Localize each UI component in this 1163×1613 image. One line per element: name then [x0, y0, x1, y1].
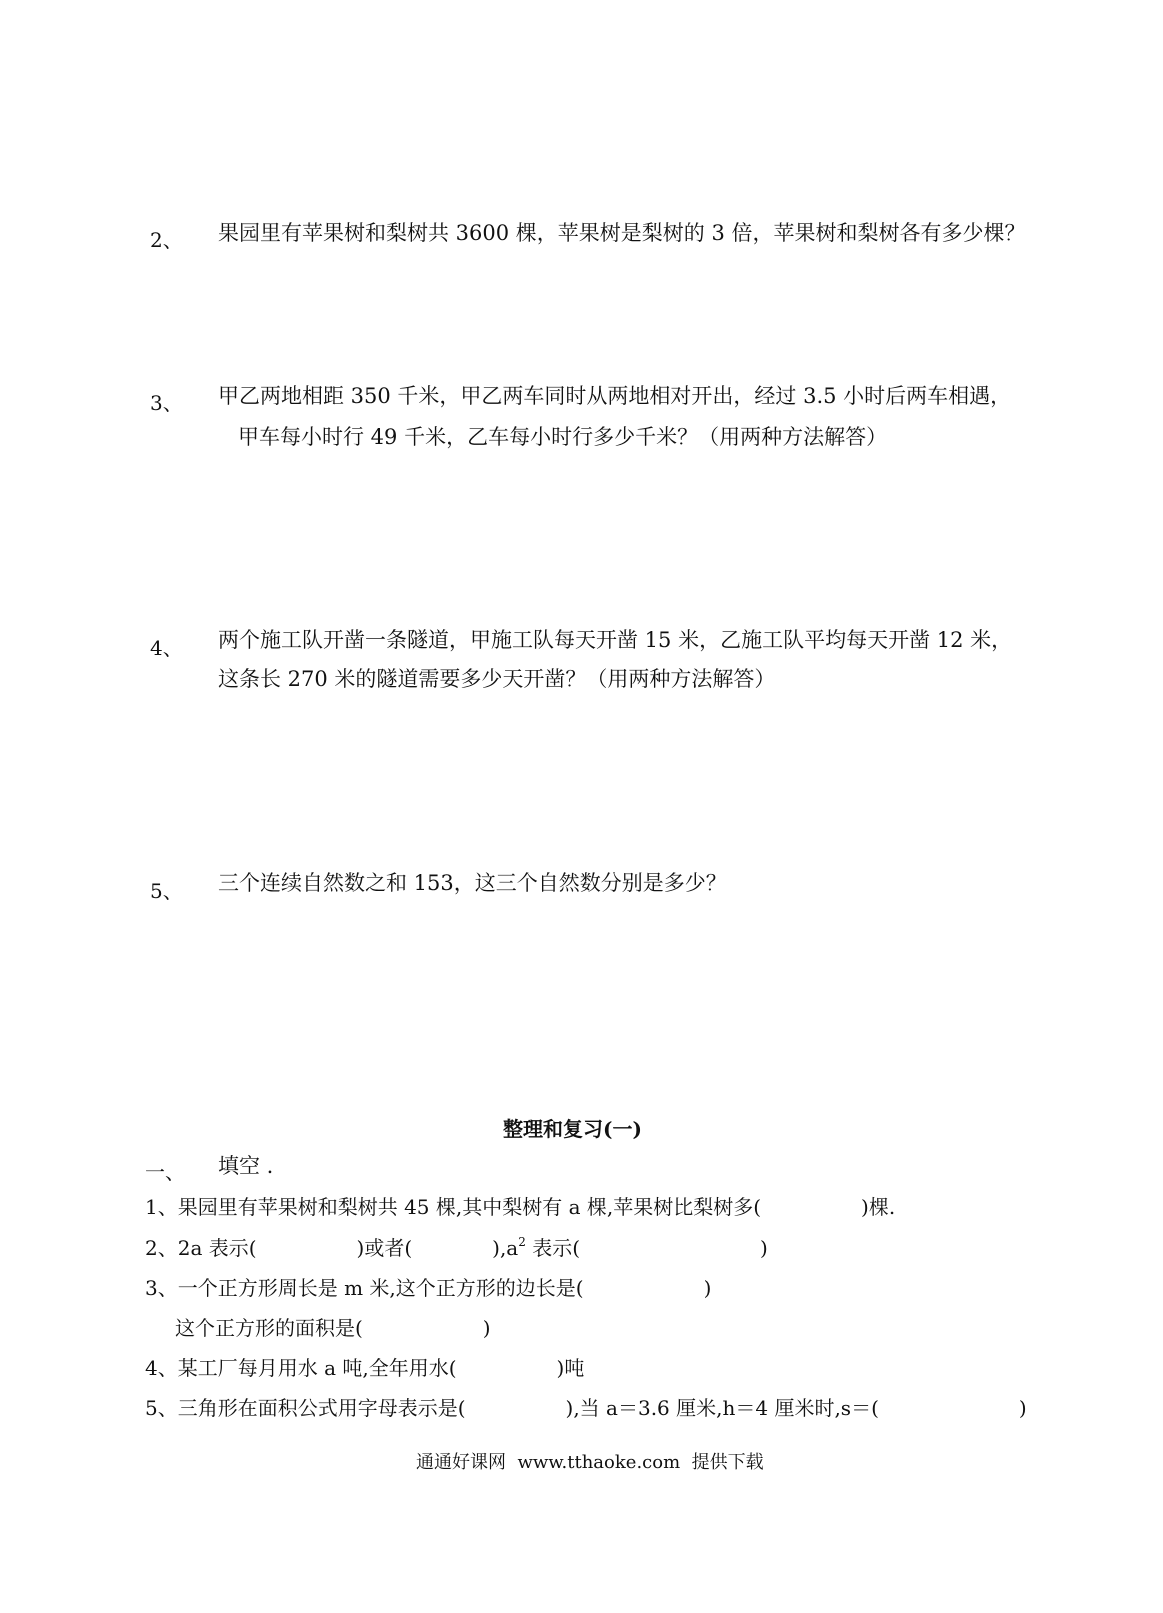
fill-item-3-continued: 这个正方形的面积是( ) — [175, 1316, 491, 1340]
fill-item-1: 1、果园里有苹果树和梨树共 45 棵,其中梨树有 a 棵,苹果树比梨树多( )棵. — [145, 1195, 896, 1219]
fill-item-4: 4、某工厂每月用水 a 吨,全年用水( )吨 — [145, 1356, 585, 1380]
fill-item-2-superscript: 2 — [518, 1235, 526, 1249]
section-heading-number: 一、 — [145, 1160, 185, 1184]
problem-3-number: 3、 — [150, 391, 183, 415]
problem-2-text: 果园里有苹果树和梨树共 3600 棵，苹果树是梨树的 3 倍，苹果树和梨树各有多少棵？ — [218, 221, 1026, 245]
fill-item-2-part-a: 2、2a 表示( )或者( ),a — [145, 1236, 519, 1260]
section-heading-text: 填空 . — [218, 1154, 274, 1178]
problem-4-number: 4、 — [150, 636, 183, 660]
problem-4-text-line2: 这条长 270 米的隧道需要多少天开凿？（用两种方法解答） — [218, 667, 776, 691]
section-title: 整理和复习(一) — [503, 1117, 642, 1141]
problem-5-text: 三个连续自然数之和 153，这三个自然数分别是多少？ — [218, 871, 727, 895]
page-footer: 通通好课网 www.tthaoke.com 提供下载 — [416, 1452, 764, 1473]
problem-4-text-line1: 两个施工队开凿一条隧道，甲施工队每天开凿 15 米，乙施工队平均每天开凿 12 米， — [218, 628, 1013, 652]
fill-item-2-part-b: 表示( ) — [525, 1236, 768, 1260]
fill-item-3: 3、一个正方形周长是 m 米,这个正方形的边长是( ) — [145, 1276, 712, 1300]
problem-3-text-line2: 甲车每小时行 49 千米，乙车每小时行多少千米？（用两种方法解答） — [238, 425, 888, 449]
problem-5-number: 5、 — [150, 879, 183, 903]
problem-3-text-line1: 甲乙两地相距 350 千米，甲乙两车同时从两地相对开出，经过 3.5 小时后两车相遇， — [218, 384, 1012, 408]
fill-item-2 — [145, 1235, 768, 1260]
problem-2-number: 2、 — [150, 228, 183, 252]
fill-item-5: 5、三角形在面积公式用字母表示是( ),当 a＝3.6 厘米,h＝4 厘米时,s＝( ) — [145, 1396, 1027, 1420]
